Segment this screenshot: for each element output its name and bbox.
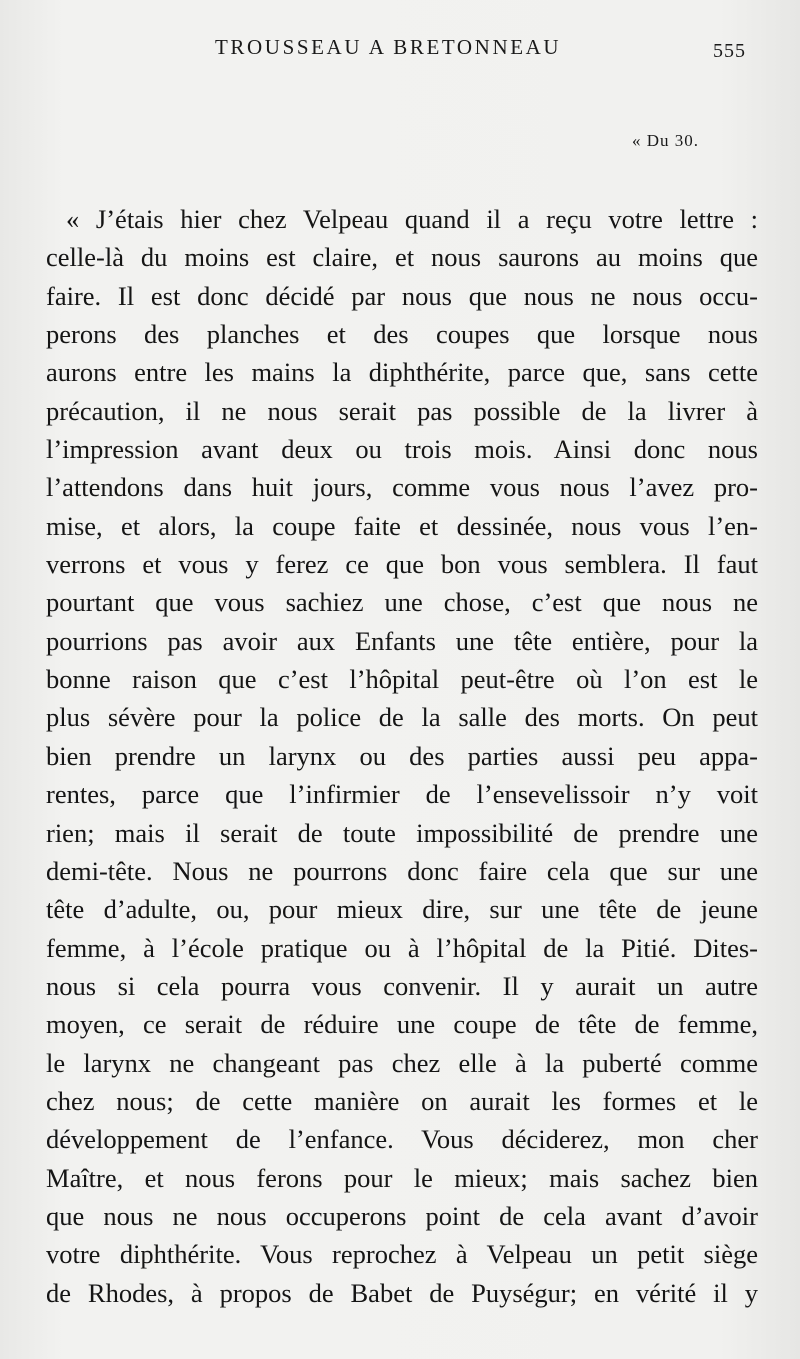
text-line: bien prendre un larynx ou des parties aussi peu appa- (46, 740, 758, 771)
text-line: précaution, il ne nous serait pas possible de la livrer à (46, 395, 758, 426)
text-line: faire. Il est donc décidé par nous que nous ne nous occu- (46, 280, 758, 311)
text-line: Maître, et nous ferons pour le mieux; mais sachez bien (46, 1162, 758, 1193)
letter-body (46, 200, 758, 1312)
text-line: rentes, parce que l’infirmier de l’ensevelissoir n’y voit (46, 779, 758, 810)
text-line: tête d’adulte, ou, pour mieux dire, sur une tête de jeune (46, 894, 758, 925)
text-line: l’attendons dans huit jours, comme vous nous l’avez pro- (46, 472, 758, 503)
text-line: perons des planches et des coupes que lorsque nous (46, 319, 758, 350)
text-line: chez nous; de cette manière on aurait les formes et le (46, 1085, 758, 1116)
text-line: de Rhodes, à propos de Babet de Puységur; en vérité il y (46, 1277, 758, 1308)
text-line: nous si cela pourra vous convenir. Il y aurait un autre (46, 970, 758, 1001)
page-number: 555 (713, 40, 746, 62)
text-line: aurons entre les mains la diphthérite, parce que, sans cette (46, 357, 758, 388)
running-head-title: TROUSSEAU A BRETONNEAU (215, 35, 562, 59)
text-line: femme, à l’école pratique ou à l’hôpital de la Pitié. Dites- (46, 932, 758, 963)
text-line: verrons et vous y ferez ce que bon vous semblera. Il faut (46, 549, 758, 580)
letter-dateline: « Du 30. (632, 131, 700, 150)
text-line: le larynx ne changeant pas chez elle à la puberté comme (46, 1047, 758, 1078)
text-line: demi-tête. Nous ne pourrons donc faire cela que sur une (46, 855, 758, 886)
text-line: celle-là du moins est claire, et nous saurons au moins que (46, 242, 758, 273)
running-head (0, 30, 800, 70)
text-line: l’impression avant deux ou trois mois. Ainsi donc nous (46, 434, 758, 465)
text-line: votre diphthérite. Vous reprochez à Velpeau un petit siège (46, 1239, 758, 1270)
text-line: moyen, ce serait de réduire une coupe de tête de femme, (46, 1009, 758, 1040)
text-line: mise, et alors, la coupe faite et dessinée, nous vous l’en- (46, 510, 758, 541)
text-line: rien; mais il serait de toute impossibilité de prendre une (46, 817, 758, 848)
text-line: pourrions pas avoir aux Enfants une tête entière, pour la (46, 625, 758, 656)
text-line: pourtant que vous sachiez une chose, c’est que nous ne (46, 587, 758, 618)
text-line: « J’étais hier chez Velpeau quand il a reçu votre lettre : (66, 204, 758, 234)
text-line: développement de l’enfance. Vous déciderez, mon cher (46, 1124, 758, 1155)
text-line: que nous ne nous occuperons point de cela avant d’avoir (46, 1200, 758, 1231)
text-line: bonne raison que c’est l’hôpital peut-être où l’on est le (46, 664, 758, 695)
text-line: plus sévère pour la police de la salle des morts. On peut (46, 702, 758, 733)
